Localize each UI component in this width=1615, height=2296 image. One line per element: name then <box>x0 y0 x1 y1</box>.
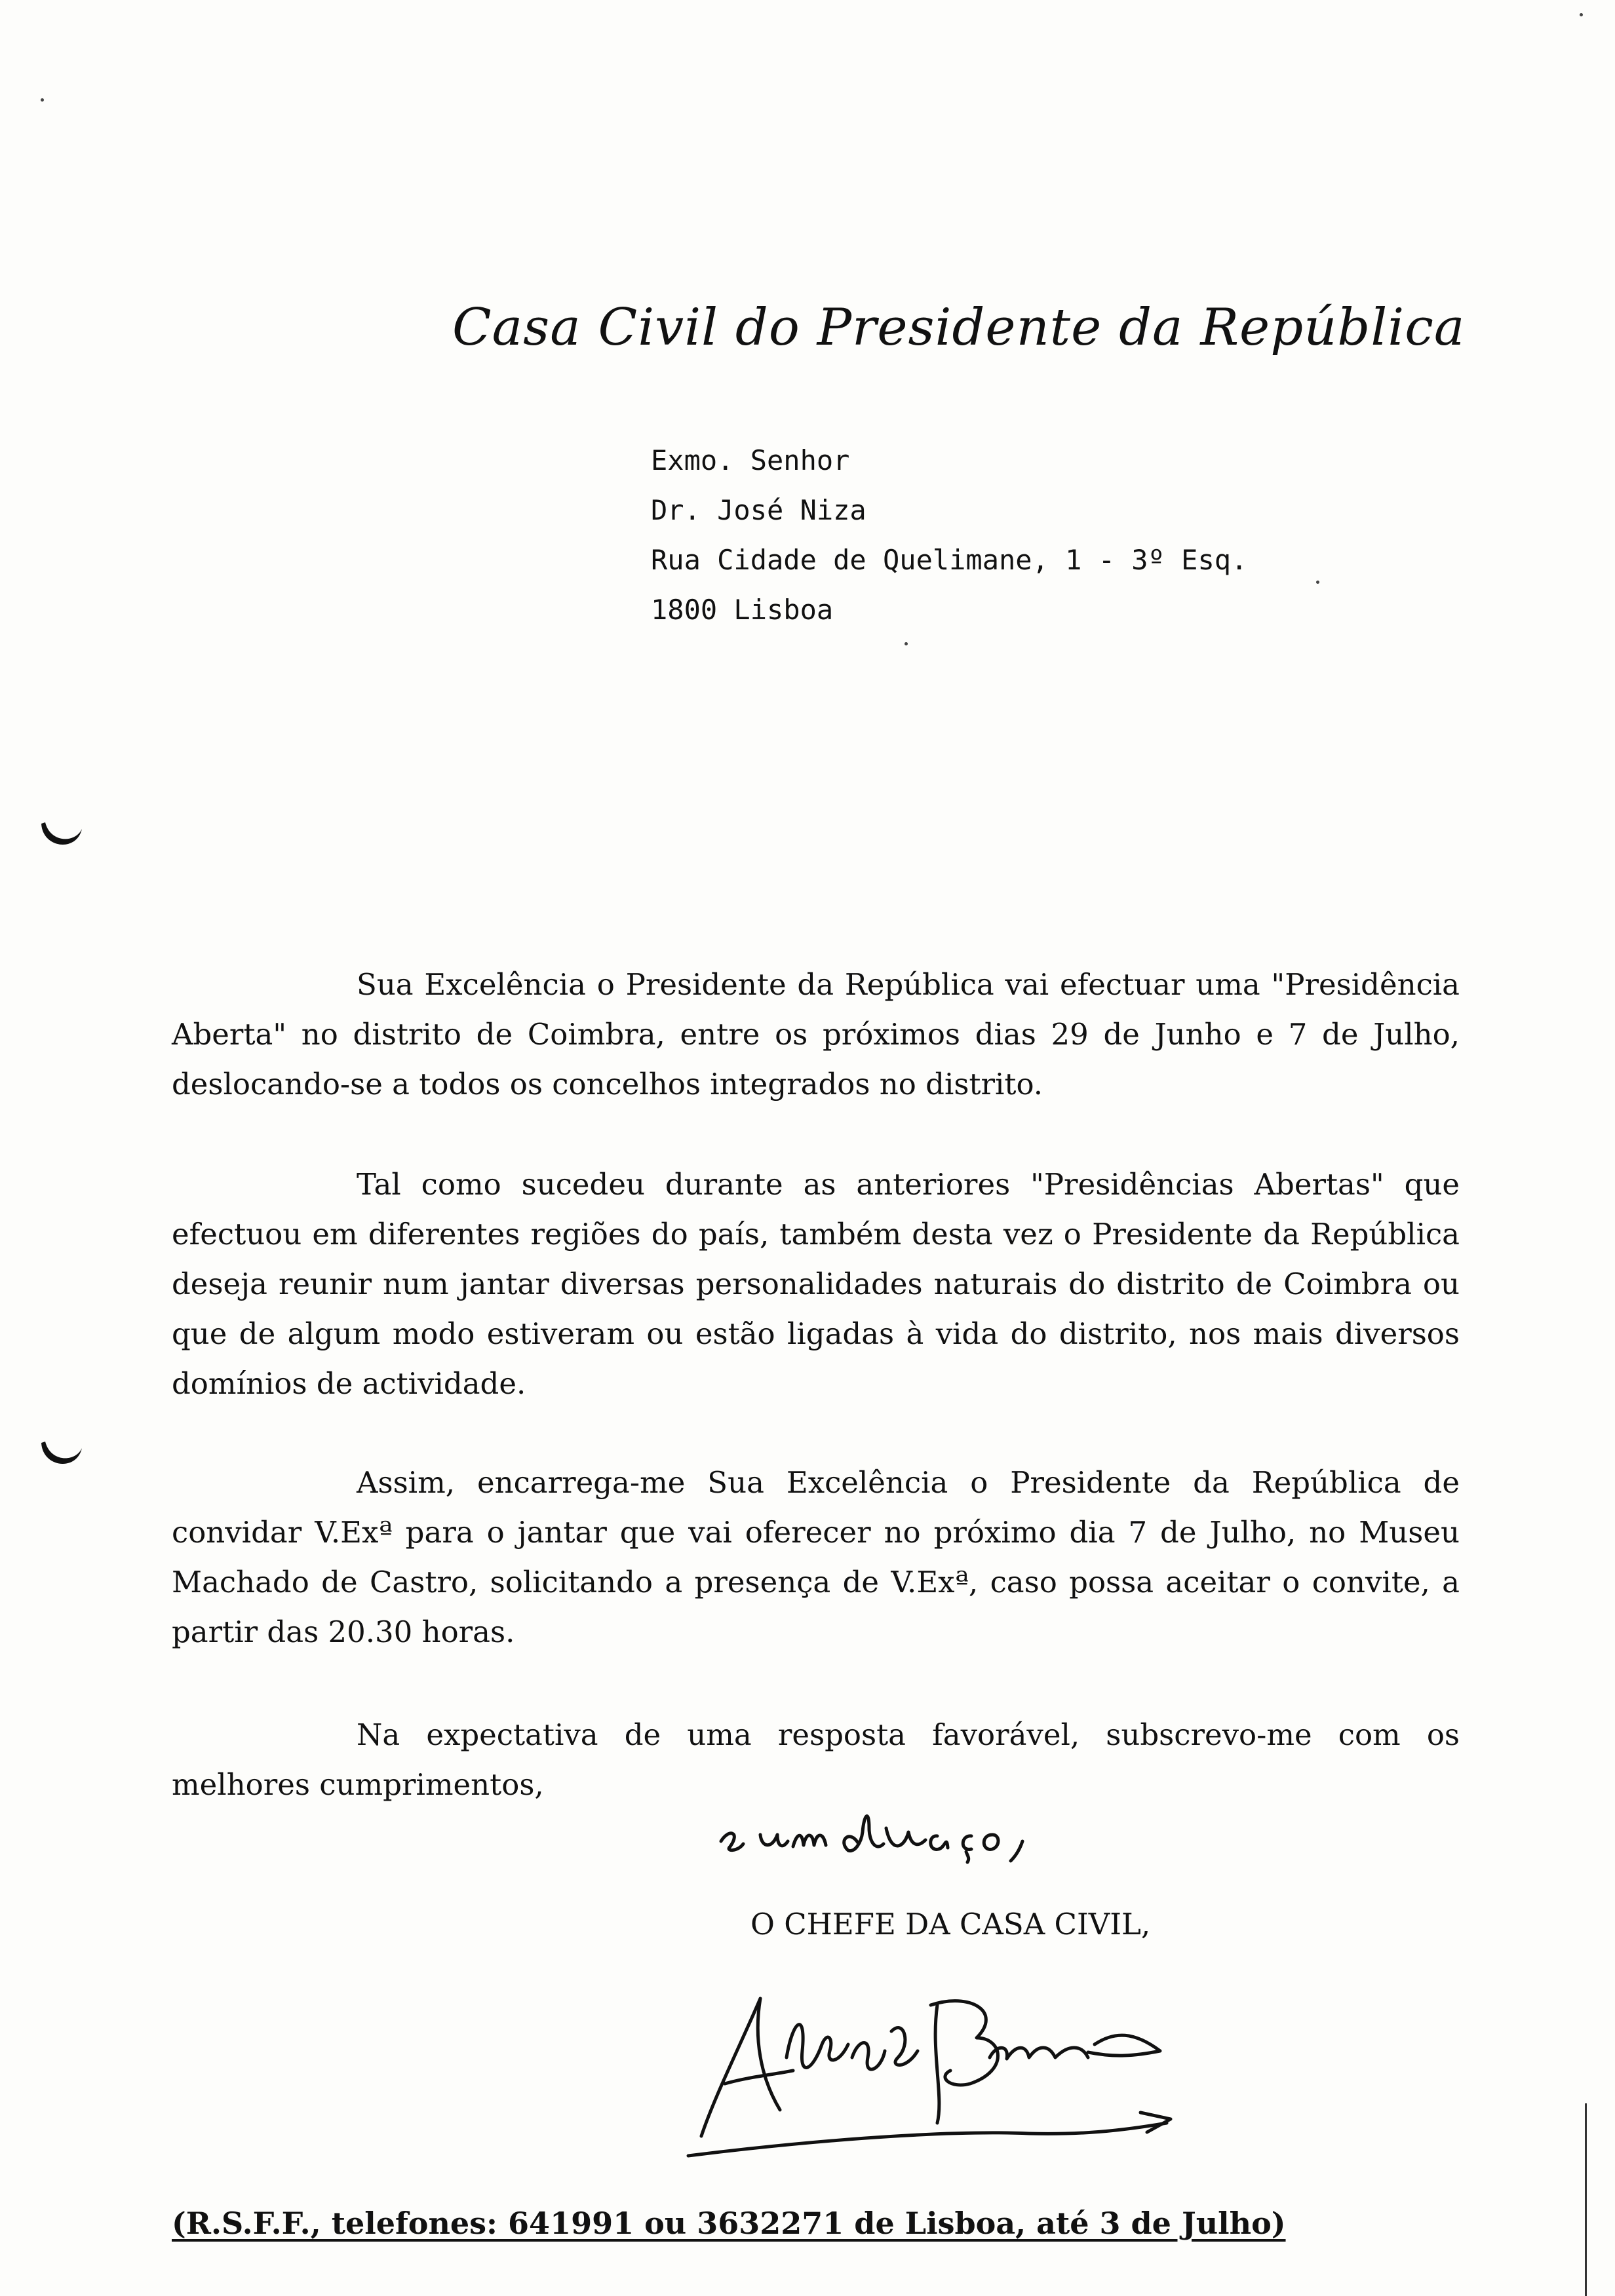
recipient-address <box>651 436 1247 635</box>
scan-speck <box>1316 581 1319 584</box>
body-paragraph-3: Assim, encarrega-me Sua Excelência o Presidente da República de convidar V.Exª para o jantar que vai oferecer no próximo dia 7 de Julho, no Museu Machado de Castro, solicitando a presença de V.Exª, caso possa aceitar o convite, a partir das 20.30 horas. <box>172 1465 1460 1649</box>
letterhead-text: Casa Civil do Presidente da República <box>452 298 1466 357</box>
address-street: Rua Cidade de Quelimane, 1 - 3º Esq. <box>651 544 1248 576</box>
body-paragraph-1: Sua Excelência o Presidente da República vai efectuar uma "Presidência Aberta" no distrito de Coimbra, entre os próximos dias 29 de Junho e 7 de Julho, deslocando-se a todos os concelhos integrados no distrito. <box>172 967 1460 1101</box>
punch-hole-mark <box>36 809 88 862</box>
signature-image <box>662 1979 1186 2162</box>
scan-speck <box>41 98 44 102</box>
address-salutation: Exmo. Senhor <box>651 444 850 476</box>
address-city: 1800 Lisboa <box>651 594 834 626</box>
address-name: Dr. José Niza <box>651 494 866 526</box>
closing-title: O CHEFE DA CASA CIVIL, <box>750 1907 1151 1942</box>
body-paragraph-4: Na expectativa de uma resposta favorável, subscrevo-me com os melhores cumprimentos, <box>172 1717 1460 1802</box>
body-paragraph-2: Tal como sucedeu durante as anteriores "Presidências Abertas" que efectuou em diferentes regiões do país, também desta vez o Presidente da República deseja reunir num jantar diversas personalidades naturais do distrito de Coimbra ou que de algum modo estiveram ou estão ligadas à vida do distrito, nos mais diversos domínios de actividade. <box>172 1167 1460 1401</box>
letterhead-title <box>452 298 1466 390</box>
scan-speck <box>1580 13 1583 16</box>
handwritten-note <box>714 1789 1055 1867</box>
scan-speck <box>905 642 908 645</box>
footer-rsvp-note: (R.S.F.F., telefones: 641991 ou 3632271 de Lisboa, até 3 de Julho) <box>172 2206 1286 2241</box>
page-edge-line <box>1585 2103 1587 2296</box>
punch-hole-mark <box>36 1428 88 1481</box>
